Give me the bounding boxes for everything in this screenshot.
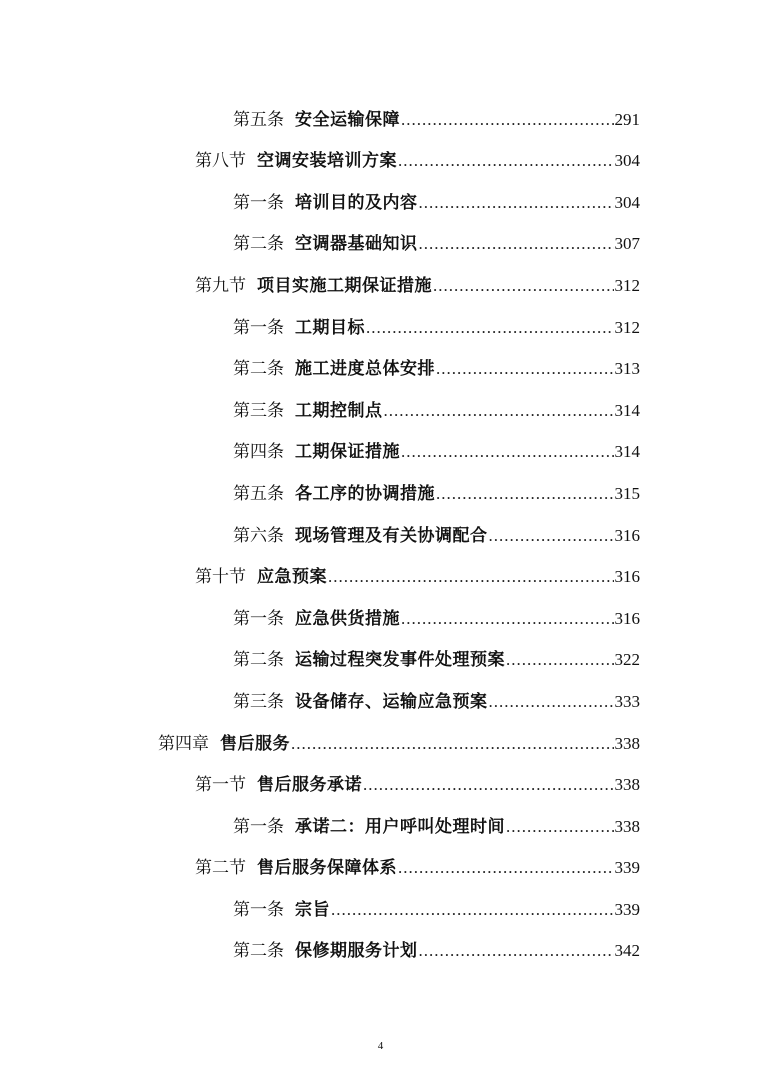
toc-entry[interactable] xyxy=(0,177,761,219)
toc-entry-number: 第九节 xyxy=(195,275,246,296)
toc-dot-leader xyxy=(366,316,614,340)
toc-entry-page: 314 xyxy=(614,442,640,462)
toc-entry[interactable] xyxy=(0,635,761,677)
toc-dot-leader xyxy=(328,565,614,589)
toc-entry-page: 316 xyxy=(614,567,640,587)
toc-entry[interactable] xyxy=(0,260,761,302)
toc-dot-leader xyxy=(401,607,614,631)
toc-dot-leader xyxy=(401,108,614,132)
toc-entry-number: 第二条 xyxy=(233,650,284,671)
toc-entry-title: 项目实施工期保证措施 xyxy=(257,275,432,296)
toc-entry-page: 338 xyxy=(614,816,640,836)
toc-dot-leader xyxy=(291,732,614,756)
toc-entry-title: 各工序的协调措施 xyxy=(295,483,435,504)
toc-entry-page: 312 xyxy=(614,317,640,337)
toc-entry-number: 第一条 xyxy=(233,192,284,213)
toc-entry-page: 322 xyxy=(614,650,640,670)
toc-dot-leader xyxy=(419,191,614,215)
toc-entry-number: 第十节 xyxy=(195,567,246,588)
toc-entry-title: 工期保证措施 xyxy=(295,442,400,463)
toc-dot-leader xyxy=(489,690,614,714)
toc-entry-title: 售后服务承诺 xyxy=(257,775,362,796)
toc-entry-page: 342 xyxy=(614,941,640,961)
toc-entry-page: 307 xyxy=(614,234,640,254)
toc-entry[interactable] xyxy=(0,884,761,926)
toc-entry[interactable] xyxy=(0,552,761,594)
toc-entry-number: 第八节 xyxy=(195,151,246,172)
toc-entry-page: 338 xyxy=(614,775,640,795)
toc-entry-title: 工期控制点 xyxy=(295,400,383,421)
toc-entry[interactable] xyxy=(0,760,761,802)
toc-entry-page: 338 xyxy=(614,733,640,753)
toc-entry-title: 空调安装培训方案 xyxy=(257,151,397,172)
toc-entry[interactable] xyxy=(0,427,761,469)
toc-entry-number: 第一条 xyxy=(233,899,284,920)
toc-dot-leader xyxy=(419,939,614,963)
toc-entry-page: 316 xyxy=(614,525,640,545)
toc-entry[interactable] xyxy=(0,676,761,718)
toc-entry-page: 304 xyxy=(614,151,640,171)
toc-entry-number: 第二条 xyxy=(233,941,284,962)
toc-entry-title: 售后服务 xyxy=(220,733,290,754)
toc-dot-leader xyxy=(384,399,614,423)
toc-dot-leader xyxy=(398,149,614,173)
toc-entry-title: 施工进度总体安排 xyxy=(295,359,435,380)
toc-entry[interactable] xyxy=(0,344,761,386)
toc-entry-page: 314 xyxy=(614,400,640,420)
toc-entry-title: 承诺二：用户呼叫处理时间 xyxy=(295,816,505,837)
toc-entry-title: 空调器基础知识 xyxy=(295,234,418,255)
toc-entry-page: 316 xyxy=(614,608,640,628)
toc-entry-number: 第五条 xyxy=(233,483,284,504)
toc-entry[interactable] xyxy=(0,385,761,427)
toc-dot-leader xyxy=(506,815,614,839)
toc-entry-title: 设备储存、运输应急预案 xyxy=(295,691,488,712)
table-of-contents xyxy=(0,94,761,967)
toc-entry-number: 第四条 xyxy=(233,442,284,463)
toc-entry-title: 宗旨 xyxy=(295,899,330,920)
toc-entry-page: 339 xyxy=(614,899,640,919)
toc-entry-number: 第一条 xyxy=(233,608,284,629)
toc-entry-page: 312 xyxy=(614,275,640,295)
toc-entry-title: 运输过程突发事件处理预案 xyxy=(295,650,505,671)
toc-entry-page: 333 xyxy=(614,691,640,711)
toc-dot-leader xyxy=(436,357,614,381)
toc-entry[interactable] xyxy=(0,136,761,178)
toc-entry-title: 保修期服务计划 xyxy=(295,941,418,962)
toc-entry-number: 第三条 xyxy=(233,691,284,712)
toc-entry-page: 339 xyxy=(614,858,640,878)
toc-entry-number: 第二条 xyxy=(233,234,284,255)
toc-entry[interactable] xyxy=(0,593,761,635)
toc-entry-page: 304 xyxy=(614,192,640,212)
toc-entry-number: 第三条 xyxy=(233,400,284,421)
toc-entry-number: 第六条 xyxy=(233,525,284,546)
toc-dot-leader xyxy=(436,482,614,506)
toc-entry[interactable] xyxy=(0,718,761,760)
toc-entry[interactable] xyxy=(0,468,761,510)
toc-entry-number: 第二条 xyxy=(233,359,284,380)
toc-entry[interactable] xyxy=(0,302,761,344)
toc-entry[interactable] xyxy=(0,801,761,843)
toc-dot-leader xyxy=(401,440,614,464)
page-number: 4 xyxy=(377,1040,384,1052)
toc-entry-title: 应急供货措施 xyxy=(295,608,400,629)
toc-dot-leader xyxy=(506,648,614,672)
toc-entry[interactable] xyxy=(0,219,761,261)
toc-entry-page: 313 xyxy=(614,359,640,379)
toc-dot-leader xyxy=(433,274,614,298)
toc-entry-number: 第五条 xyxy=(233,109,284,130)
toc-entry-number: 第四章 xyxy=(158,733,209,754)
toc-entry[interactable] xyxy=(0,510,761,552)
toc-entry-number: 第二节 xyxy=(195,858,246,879)
toc-entry-number: 第一条 xyxy=(233,317,284,338)
toc-dot-leader xyxy=(419,232,614,256)
toc-entry[interactable] xyxy=(0,843,761,885)
toc-dot-leader xyxy=(398,856,614,880)
toc-entry-page: 315 xyxy=(614,483,640,503)
toc-entry-page: 291 xyxy=(614,109,640,129)
toc-entry-title: 售后服务保障体系 xyxy=(257,858,397,879)
toc-entry[interactable] xyxy=(0,926,761,968)
toc-dot-leader xyxy=(489,524,614,548)
toc-entry-title: 应急预案 xyxy=(257,567,327,588)
toc-entry[interactable] xyxy=(0,94,761,136)
toc-dot-leader xyxy=(363,773,614,797)
toc-entry-title: 现场管理及有关协调配合 xyxy=(295,525,488,546)
toc-entry-number: 第一节 xyxy=(195,775,246,796)
toc-entry-number: 第一条 xyxy=(233,816,284,837)
toc-entry-title: 工期目标 xyxy=(295,317,365,338)
toc-entry-title: 培训目的及内容 xyxy=(295,192,418,213)
toc-entry-title: 安全运输保障 xyxy=(295,109,400,130)
toc-dot-leader xyxy=(331,898,614,922)
